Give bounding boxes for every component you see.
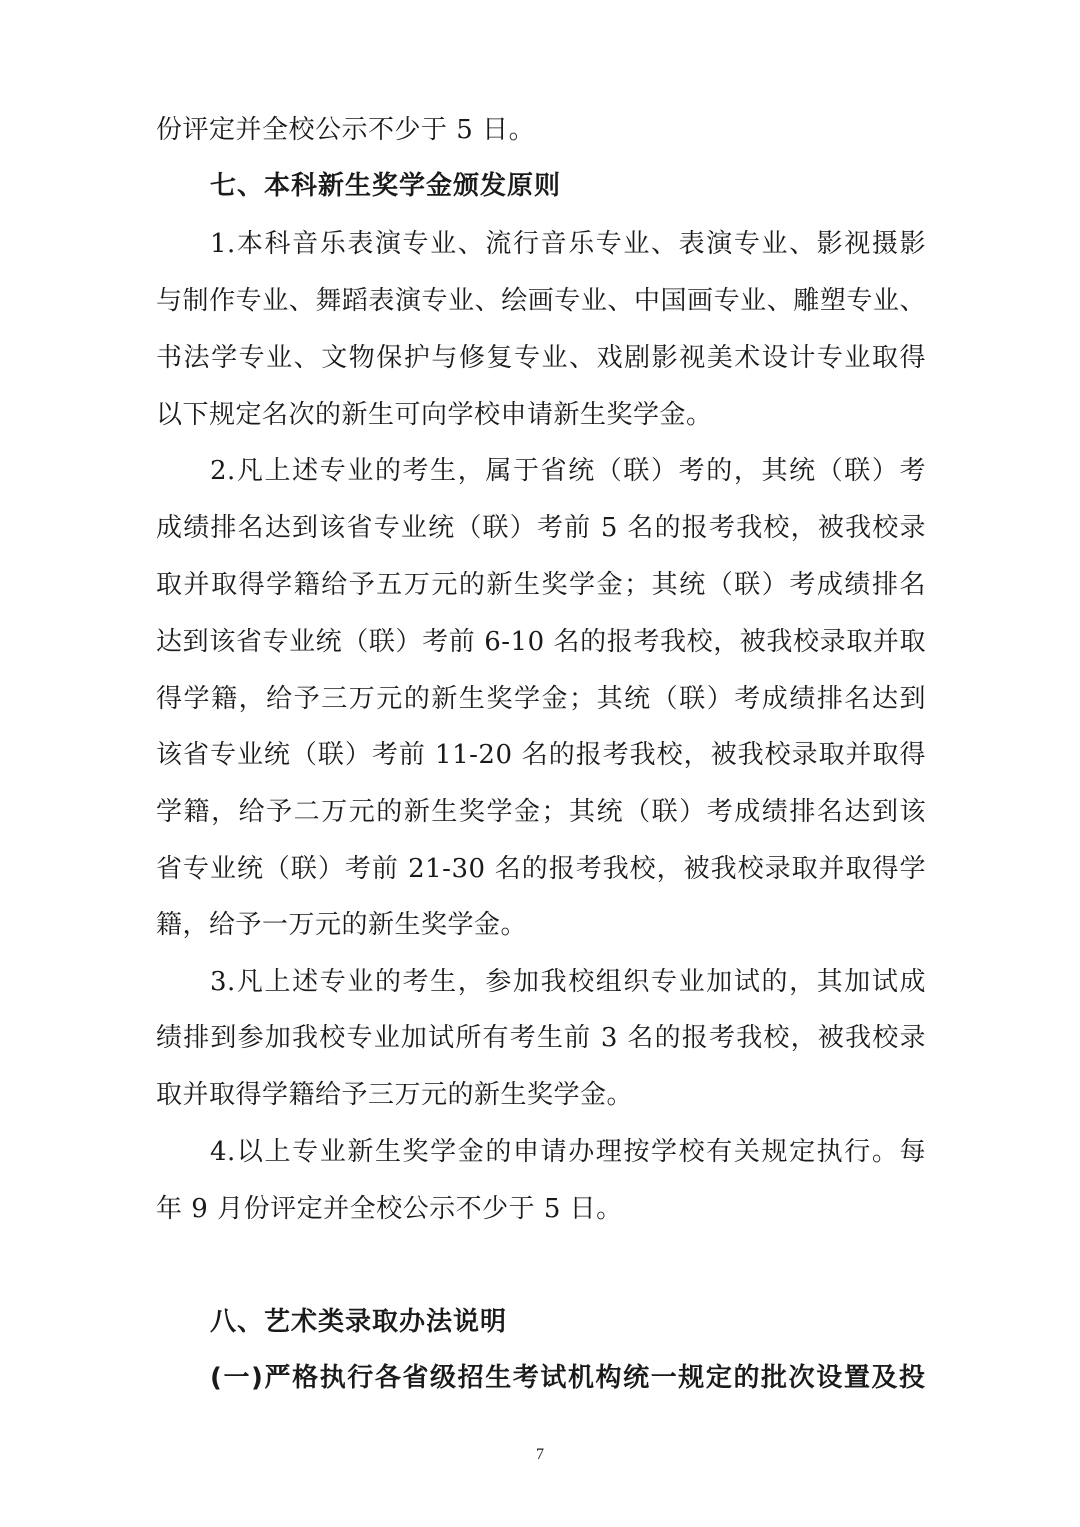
paragraph-line: 与制作专业、舞蹈表演专业、绘画专业、中国画专业、雕塑专业、 xyxy=(156,286,926,316)
paragraph-line: 份评定并全校公示不少于 5 日。 xyxy=(156,115,536,145)
paragraph-line: 籍，给予一万元的新生奖学金。 xyxy=(156,910,528,940)
paragraph-line: 取并取得学籍给予三万元的新生奖学金。 xyxy=(156,1080,634,1110)
paragraph-line: 书法学专业、文物保护与修复专业、戏剧影视美术设计专业取得 xyxy=(156,343,926,373)
page-number: 7 xyxy=(536,1446,544,1463)
section-heading-8: 八、艺术类录取办法说明 xyxy=(210,1307,508,1337)
paragraph-line: 4.以上专业新生奖学金的申请办理按学校有关规定执行。每 xyxy=(210,1137,926,1167)
section-heading-7: 七、本科新生奖学金颁发原则 xyxy=(210,171,562,201)
paragraph-line: 得学籍，给予三万元的新生奖学金；其统（联）考成绩排名达到 xyxy=(156,684,926,714)
paragraph-line: 省专业统（联）考前 21-30 名的报考我校，被我校录取并取得学 xyxy=(156,854,926,884)
paragraph-line: 取并取得学籍给予五万元的新生奖学金；其统（联）考成绩排名 xyxy=(156,570,926,600)
paragraph-line: 以下规定名次的新生可向学校申请新生奖学金。 xyxy=(156,400,713,430)
paragraph-line: 成绩排名达到该省专业统（联）考前 5 名的报考我校，被我校录 xyxy=(156,513,926,543)
paragraph-line: 该省专业统（联）考前 11-20 名的报考我校，被我校录取并取得 xyxy=(156,740,926,770)
paragraph-line: 1.本科音乐表演专业、流行音乐专业、表演专业、影视摄影 xyxy=(210,229,926,259)
paragraph-line: 达到该省专业统（联）考前 6-10 名的报考我校，被我校录取并取 xyxy=(156,627,926,657)
paragraph-line: 绩排到参加我校专业加试所有考生前 3 名的报考我校，被我校录 xyxy=(156,1023,926,1053)
paragraph-line: 3.凡上述专业的考生，参加我校组织专业加试的，其加试成 xyxy=(210,967,926,997)
paragraph-line: 年 9 月份评定并全校公示不少于 5 日。 xyxy=(156,1194,623,1224)
subsection-heading: (一)严格执行各省级招生考试机构统一规定的批次设置及投 xyxy=(210,1363,926,1393)
paragraph-line: 2.凡上述专业的考生，属于省统（联）考的，其统（联）考 xyxy=(210,456,926,486)
paragraph-line: 学籍，给予二万元的新生奖学金；其统（联）考成绩排名达到该 xyxy=(156,797,926,827)
